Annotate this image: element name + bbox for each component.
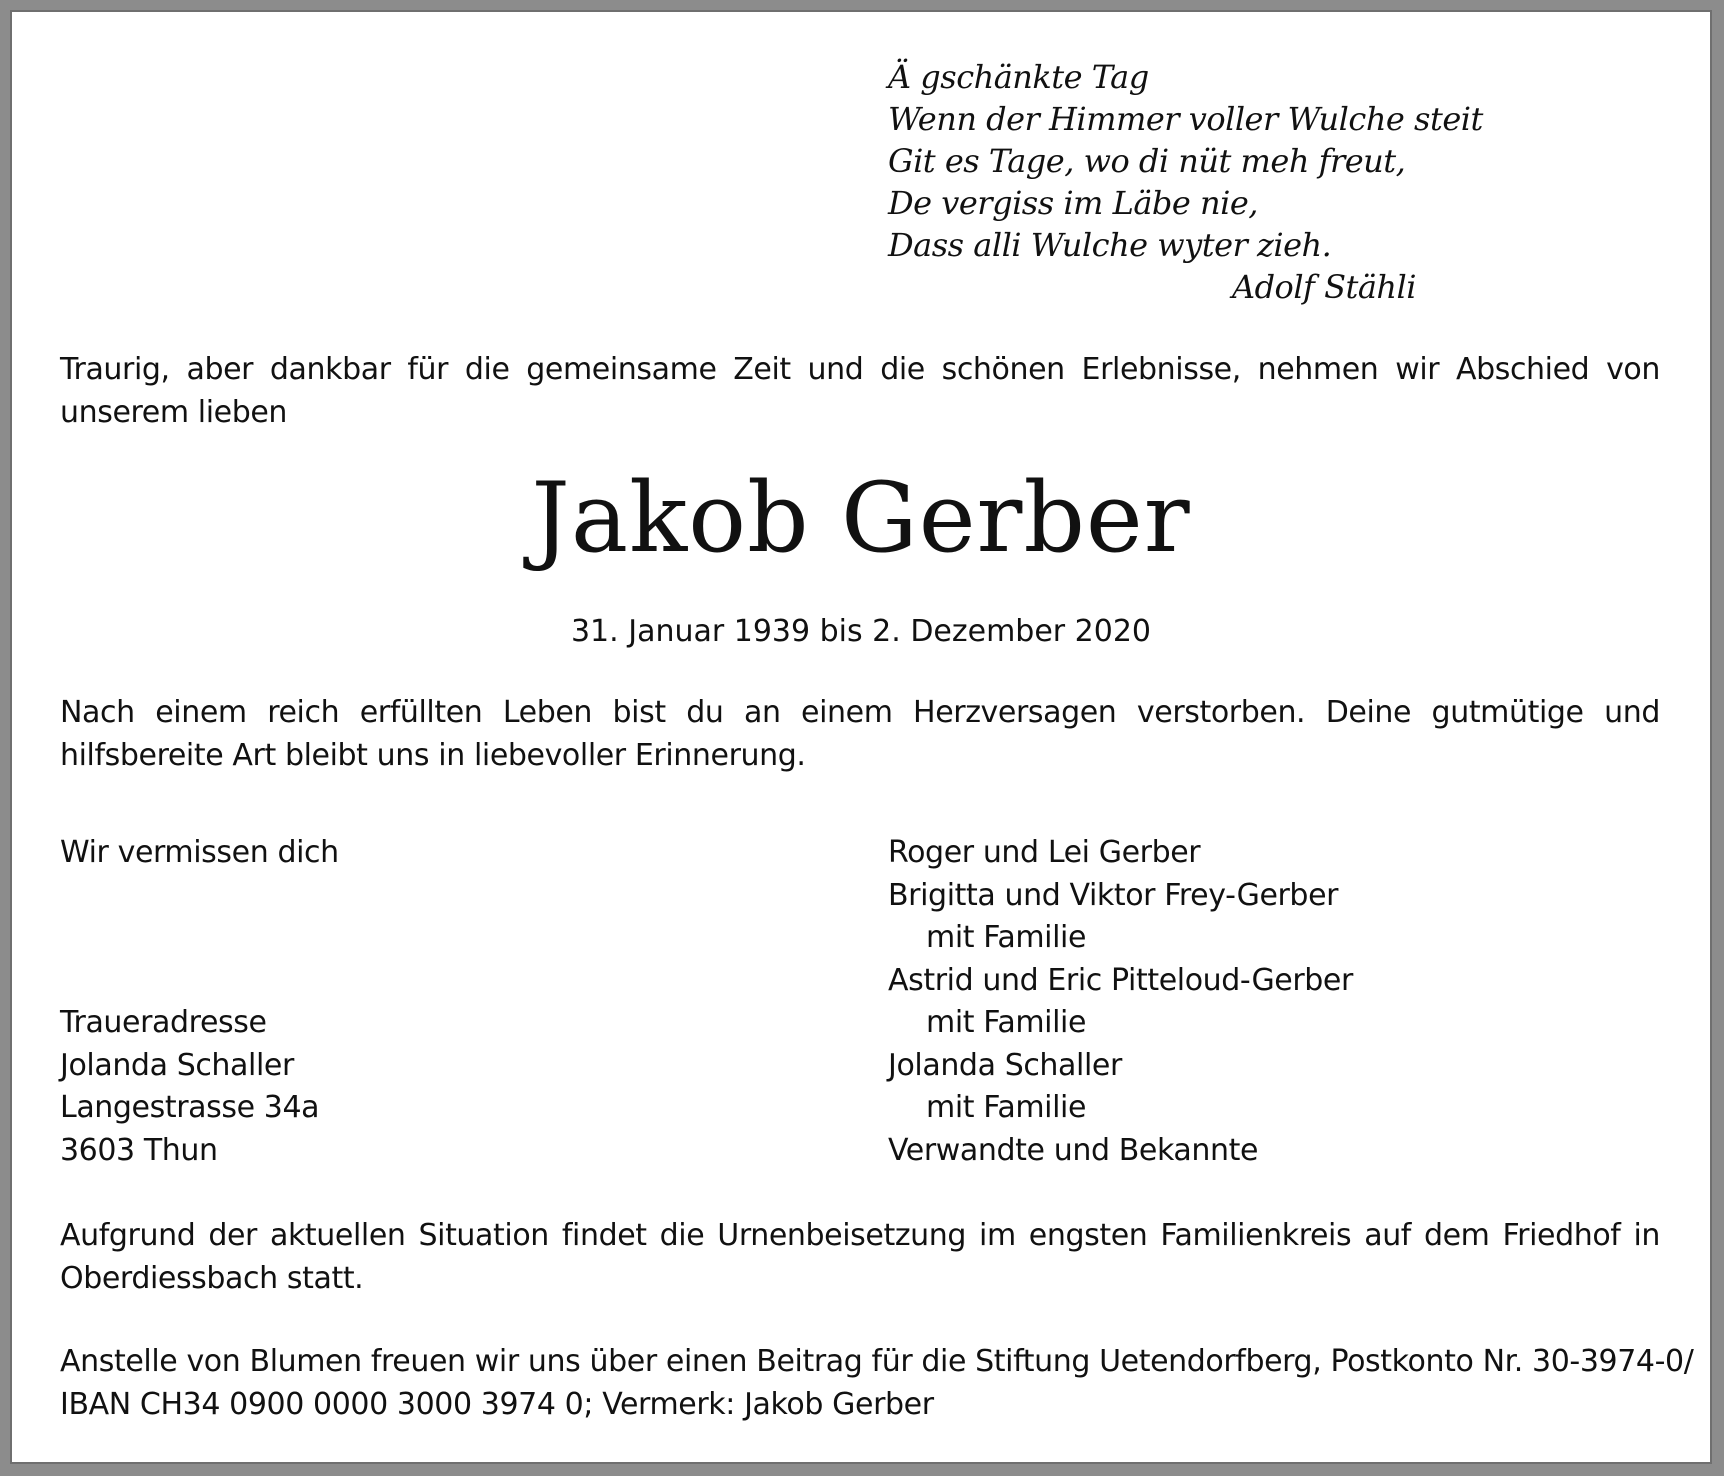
mourner-family: mit Familie [926,920,1087,955]
address-name: Jolanda Schaller [60,1047,294,1083]
poem-line: De vergiss im Läbe nie, [888,184,1258,222]
mourner: Jolanda Schaller [888,1047,1122,1083]
mourner: Brigitta und Viktor Frey-Gerber [888,877,1339,913]
mourner: Astrid und Eric Pitteloud-Gerber [888,962,1353,998]
funeral-info: Aufgrund der aktuellen Situation findet die Urnenbeisetzung im engsten Familienkreis auf dem Friedhof in Oberdiessbach statt. [60,1218,1660,1296]
mourning-address [60,1002,319,1172]
address-street: Langestrasse 34a [60,1090,320,1125]
poem-line: Ä gschänkte Tag [888,58,1149,96]
mourner-family: mit Familie [926,1090,1087,1125]
poem-line: Dass alli Wulche wyter zieh. [888,226,1332,264]
poem-line: Git es Tage, wo di nüt meh freut, [888,142,1406,180]
donation-line: Anstelle von Blumen freuen wir uns über einen Beitrag für die Stiftung Uetendorfberg, Postkonto Nr. 30-3974-0/ [60,1344,1694,1379]
address-city: 3603 Thun [60,1132,218,1168]
mourner: Roger und Lei Gerber [888,835,1201,870]
poem-line: Wenn der Himmer voller Wulche steit [888,100,1483,138]
intro-text: Traurig, aber dankbar für die gemeinsame Zeit und die schönen Erlebnisse, nehmen wir Abschied von unserem lieben [60,352,1660,430]
mourners-list [888,832,1353,1172]
obituary-notice [10,10,1712,1464]
mourner: Verwandte und Bekannte [888,1132,1259,1168]
deceased-name: Jakob Gerber [531,462,1191,574]
poem [888,56,1483,308]
address-heading: Traueradresse [60,1005,267,1040]
mourner-family: mit Familie [926,1005,1087,1040]
closing-text: Wir vermissen dich [60,835,339,870]
donation-line: IBAN CH34 0900 0000 3000 3974 0; Vermerk: Jakob Gerber [60,1387,934,1422]
closing-block [60,832,339,875]
life-dates: 31. Januar 1939 bis 2. Dezember 2020 [570,614,1152,649]
donation-info [60,1340,1694,1426]
message-text: Nach einem reich erfüllten Leben bist du an einem Herzversagen verstorben. Deine gutmütige und hilfsbereite Art bleibt uns in liebevoller Erinnerung. [60,695,1660,773]
poem-author: Adolf Stähli [1231,268,1416,306]
